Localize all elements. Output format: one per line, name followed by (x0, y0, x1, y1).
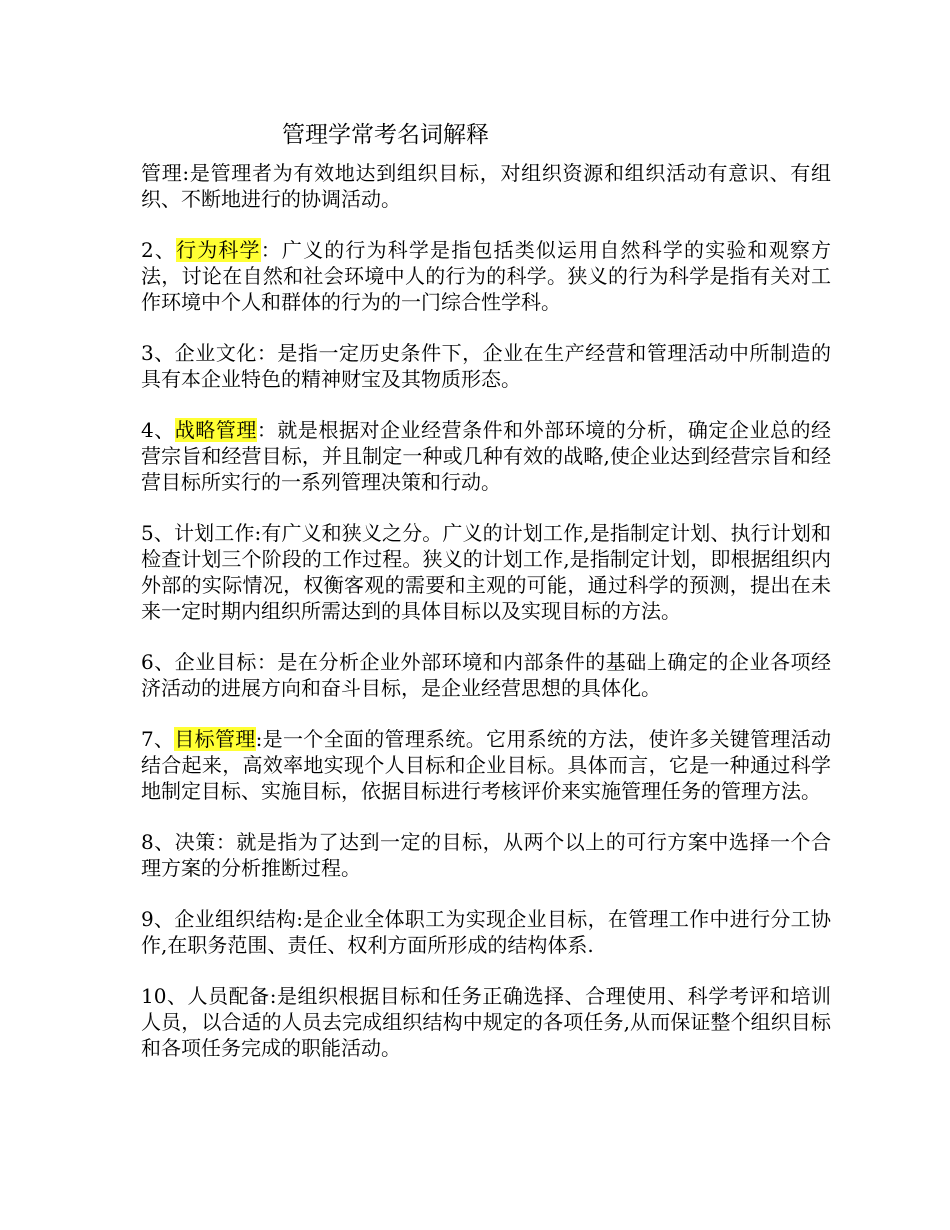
entry-separator: ： (260, 238, 282, 262)
entry-separator: : (182, 161, 190, 185)
entry-definition: 是指一定历史条件下，企业在生产经营和管理活动中所制造的具有本企业特色的精神财宝及其物质形态。 (141, 341, 832, 391)
entry-separator: ： (215, 830, 237, 854)
definition-paragraph (141, 983, 831, 1061)
entry-number: 7、 (141, 727, 175, 751)
entry-term: 人员配备 (187, 984, 270, 1008)
entry-number: 3、 (141, 341, 175, 365)
entry-definition: 是企业全体职工为实现企业目标，在管理工作中进行分工协作,在职务范围、责任、权利方面所形成的结构体系. (141, 907, 831, 957)
entry-separator: : (269, 984, 277, 1008)
entry-number: 4、 (141, 418, 175, 442)
entry-separator: ： (256, 650, 278, 674)
highlighted-term: 战略管理 (174, 418, 257, 442)
document-title: 管理学常考名词解释 (282, 122, 489, 148)
highlighted-term: 目标管理 (174, 727, 256, 751)
definition-paragraph (141, 726, 831, 804)
entry-number: 8、 (141, 830, 175, 854)
entry-number: 6、 (141, 650, 175, 674)
definition-paragraph (141, 520, 831, 624)
entry-separator: : (255, 727, 263, 751)
entry-definition: 是一个全面的管理系统。它用系统的方法，使许多关键管理活动结合起来，高效率地实现个人目标和企业目标。具体而言，它是一种通过科学地制定目标、实施目标，依据目标进行考核评价来实施管理任务的管理方法。 (141, 727, 832, 803)
definition-paragraph (141, 829, 831, 881)
entry-definition: 广义的行为科学是指包括类似运用自然科学的实验和观察方法，讨论在自然和社会环境中人的行为的科学。狭义的行为科学是指有关对工作环境中个人和群体的行为的一门综合性学科。 (141, 238, 832, 314)
highlighted-term: 行为科学 (176, 238, 261, 262)
entry-definition: 就是根据对企业经营条件和外部环境的分析，确定企业总的经营宗旨和经营目标，并且制定一种或几种有效的战略,使企业达到经营宗旨和经营目标所实行的一系列管理决策和行动。 (141, 418, 832, 494)
entry-term: 企业文化 (174, 341, 257, 365)
definition-paragraph (141, 649, 831, 701)
entry-term: 管理 (141, 161, 183, 185)
document-body (141, 160, 831, 1086)
definition-paragraph (141, 160, 831, 212)
entry-number: 9、 (141, 907, 175, 931)
entry-separator: ： (256, 418, 278, 442)
definition-paragraph (141, 417, 831, 495)
entry-separator: : (254, 521, 262, 545)
definition-paragraph (141, 340, 831, 392)
entry-term: 计划工作 (173, 521, 255, 545)
entry-definition: 有广义和狭义之分。广义的计划工作,是指制定计划、执行计划和检查计划三个阶段的工作过程。狭义的计划工作,是指制定计划，即根据组织内外部的实际情况，权衡客观的需要和主观的可能，通过科学的预测，提出在未来一定时期内组织所需达到的具体目标以及实现目标的方法。 (141, 521, 832, 623)
entry-separator: ： (256, 341, 278, 365)
entry-term: 决策 (174, 830, 216, 854)
entry-separator: : (296, 907, 303, 931)
entry-number: 5、 (141, 521, 174, 545)
entry-number: 10、 (141, 984, 188, 1008)
definition-paragraph (141, 906, 831, 958)
definition-paragraph (141, 237, 831, 315)
entry-definition: 是在分析企业外部环境和内部条件的基础上确定的企业各项经济活动的进展方向和奋斗目标，是企业经营思想的具体化。 (141, 650, 832, 700)
entry-number: 2、 (141, 238, 177, 262)
entry-term: 企业目标 (174, 650, 257, 674)
entry-definition: 是组织根据目标和任务正确选择、合理使用、科学考评和培训人员，以合适的人员去完成组织结构中规定的各项任务,从而保证整个组织目标和各项任务完成的职能活动。 (141, 984, 832, 1060)
entry-definition: 是管理者为有效地达到组织目标，对组织资源和组织活动有意识、有组织、不断地进行的协调活动。 (141, 161, 832, 211)
entry-definition: 就是指为了达到一定的目标，从两个以上的可行方案中选择一个合理方案的分析推断过程。 (141, 830, 832, 880)
entry-term: 企业组织结构 (174, 907, 297, 931)
